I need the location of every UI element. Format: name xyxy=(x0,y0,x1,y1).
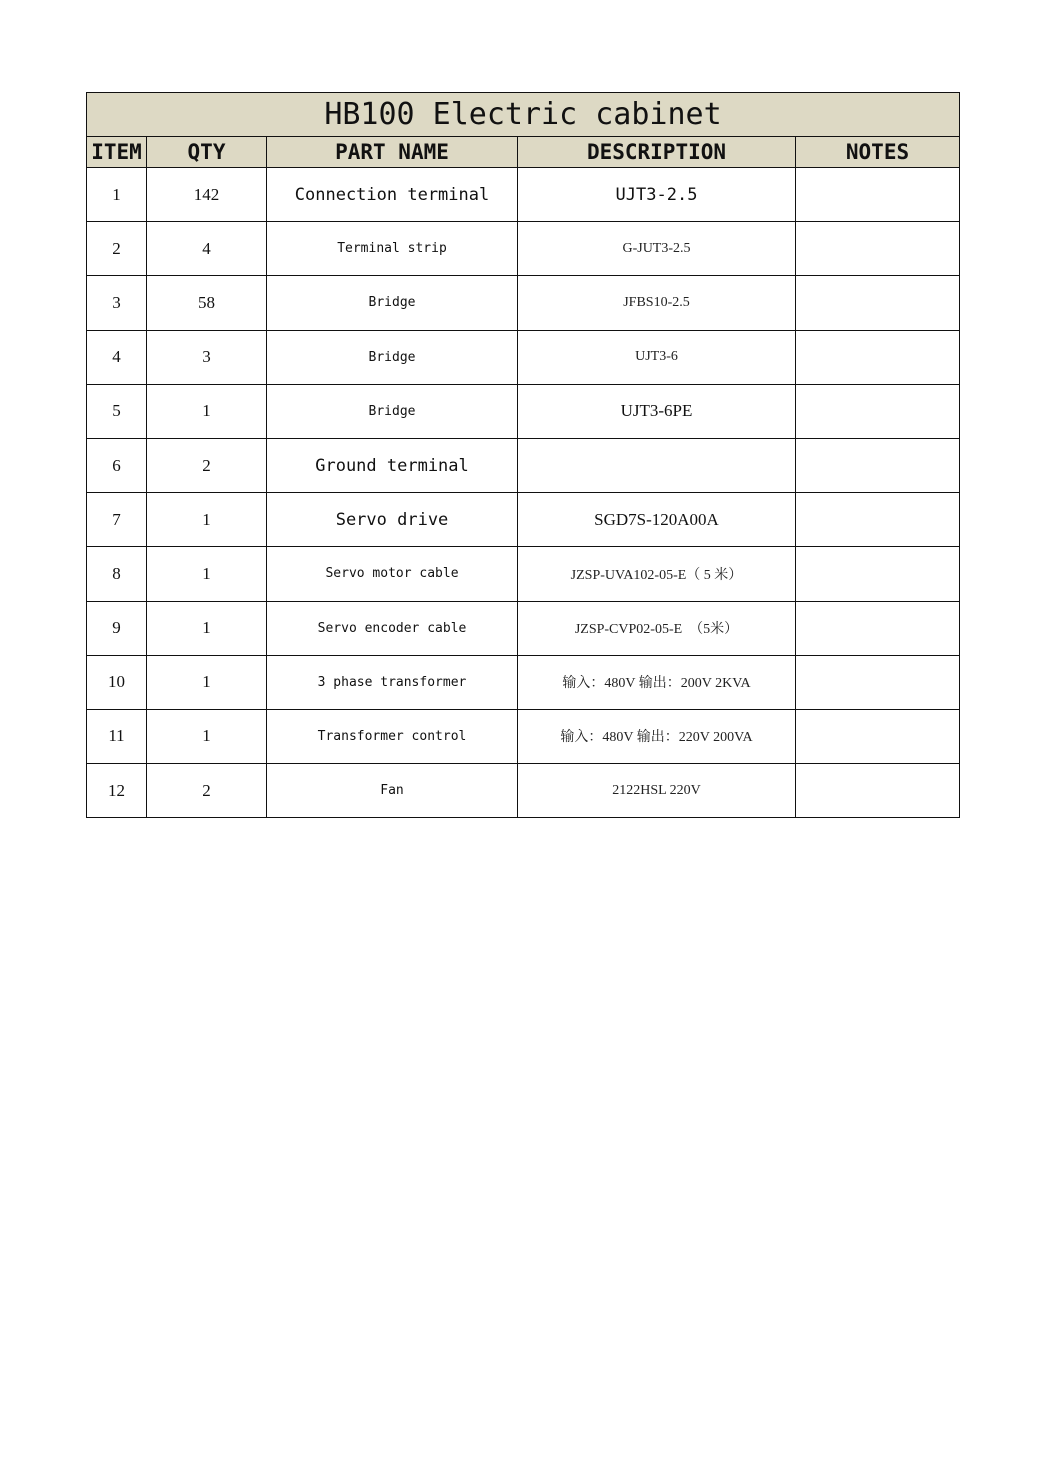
column-header-part-name: PART NAME xyxy=(267,137,518,168)
description-cell: UJT3-6 xyxy=(518,330,796,384)
part-name-cell: Servo motor cable xyxy=(267,547,518,601)
parts-table xyxy=(86,92,960,818)
notes-cell xyxy=(796,168,960,222)
column-header-qty: QTY xyxy=(147,137,267,168)
qty-cell: 1 xyxy=(147,655,267,709)
item-cell: 11 xyxy=(87,709,147,763)
description-cell xyxy=(518,438,796,492)
table-row xyxy=(87,764,960,818)
table-row xyxy=(87,493,960,547)
item-cell: 9 xyxy=(87,601,147,655)
table-row xyxy=(87,655,960,709)
item-cell: 5 xyxy=(87,384,147,438)
notes-cell xyxy=(796,655,960,709)
notes-cell xyxy=(796,547,960,601)
notes-cell xyxy=(796,764,960,818)
description-cell: JZSP-CVP02-05-E （5米） xyxy=(518,601,796,655)
notes-cell xyxy=(796,493,960,547)
qty-cell: 2 xyxy=(147,438,267,492)
qty-cell: 1 xyxy=(147,493,267,547)
qty-cell: 142 xyxy=(147,168,267,222)
part-name-cell: Bridge xyxy=(267,384,518,438)
part-name-cell: Bridge xyxy=(267,276,518,330)
part-name-cell: Connection terminal xyxy=(267,168,518,222)
notes-cell xyxy=(796,709,960,763)
part-name-cell: Servo drive xyxy=(267,493,518,547)
column-header-item: ITEM xyxy=(87,137,147,168)
item-cell: 1 xyxy=(87,168,147,222)
table-row xyxy=(87,709,960,763)
description-cell: G-JUT3-2.5 xyxy=(518,222,796,276)
item-cell: 2 xyxy=(87,222,147,276)
notes-cell xyxy=(796,222,960,276)
notes-cell xyxy=(796,330,960,384)
item-cell: 10 xyxy=(87,655,147,709)
description-cell: JFBS10-2.5 xyxy=(518,276,796,330)
table-row xyxy=(87,547,960,601)
part-name-cell: Terminal strip xyxy=(267,222,518,276)
description-cell: JZSP-UVA102-05-E（ 5 米） xyxy=(518,547,796,601)
qty-cell: 1 xyxy=(147,384,267,438)
item-cell: 4 xyxy=(87,330,147,384)
item-cell: 3 xyxy=(87,276,147,330)
table-title: HB100 Electric cabinet xyxy=(87,93,960,137)
qty-cell: 4 xyxy=(147,222,267,276)
description-cell: UJT3-2.5 xyxy=(518,168,796,222)
item-cell: 12 xyxy=(87,764,147,818)
notes-cell xyxy=(796,438,960,492)
notes-cell xyxy=(796,276,960,330)
part-name-cell: 3 phase transformer xyxy=(267,655,518,709)
column-header-description: DESCRIPTION xyxy=(518,137,796,168)
table-row xyxy=(87,168,960,222)
qty-cell: 1 xyxy=(147,601,267,655)
table-row xyxy=(87,330,960,384)
description-cell: UJT3-6PE xyxy=(518,384,796,438)
qty-cell: 58 xyxy=(147,276,267,330)
qty-cell: 2 xyxy=(147,764,267,818)
table-row xyxy=(87,222,960,276)
description-cell: 2122HSL 220V xyxy=(518,764,796,818)
item-cell: 6 xyxy=(87,438,147,492)
description-cell: SGD7S-120A00A xyxy=(518,493,796,547)
part-name-cell: Servo encoder cable xyxy=(267,601,518,655)
part-name-cell: Ground terminal xyxy=(267,438,518,492)
table-row xyxy=(87,276,960,330)
table-row xyxy=(87,384,960,438)
notes-cell xyxy=(796,384,960,438)
description-cell: 输入：480V 输出：200V 2KVA xyxy=(518,655,796,709)
table-row xyxy=(87,438,960,492)
item-cell: 7 xyxy=(87,493,147,547)
qty-cell: 1 xyxy=(147,547,267,601)
qty-cell: 3 xyxy=(147,330,267,384)
qty-cell: 1 xyxy=(147,709,267,763)
part-name-cell: Fan xyxy=(267,764,518,818)
column-header-notes: NOTES xyxy=(796,137,960,168)
description-cell: 输入：480V 输出：220V 200VA xyxy=(518,709,796,763)
part-name-cell: Bridge xyxy=(267,330,518,384)
notes-cell xyxy=(796,601,960,655)
table-row xyxy=(87,601,960,655)
part-name-cell: Transformer control xyxy=(267,709,518,763)
item-cell: 8 xyxy=(87,547,147,601)
